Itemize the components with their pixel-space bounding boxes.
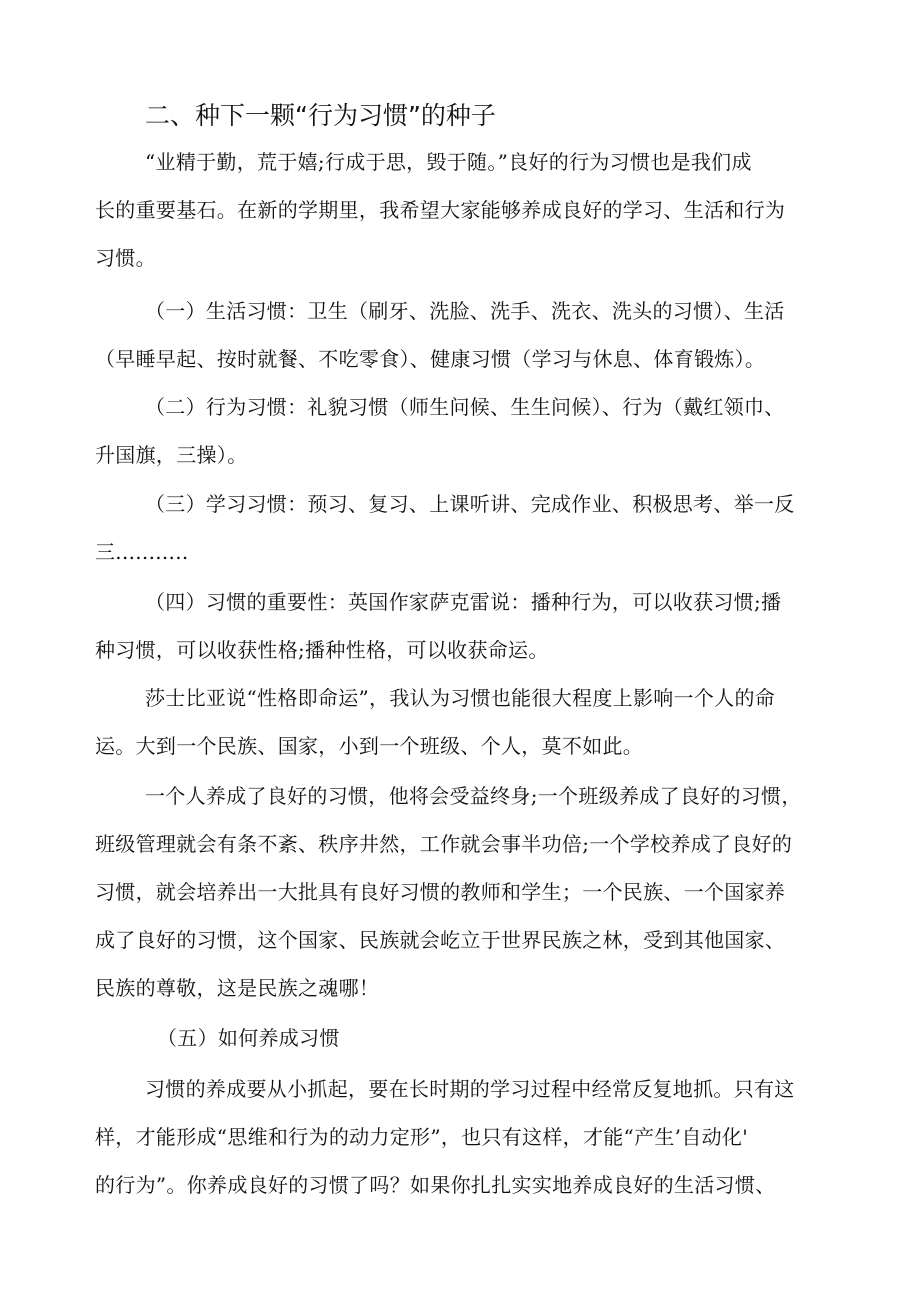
- paragraph-line: 种习惯，可以收获性格;播种性格，可以收获命运。: [95, 638, 549, 662]
- paragraph-line: 三...........: [95, 540, 189, 564]
- paragraph-line: （二）行为习惯：礼貌习惯（师生问候、生生问候）、行为（戴红领巾、: [145, 395, 785, 419]
- paragraph-line: “业精于勤，荒于嬉;行成于思，毁于随。”良好的行为习惯也是我们成: [145, 150, 752, 174]
- paragraph-line: 习惯，就会培养出一大批具有良好习惯的教师和学生；一个民族、一个国家养: [95, 880, 786, 904]
- section-heading: 二、种下一颗“行为习惯”的种子: [145, 101, 496, 130]
- paragraph-line: 习惯。: [95, 246, 156, 270]
- paragraph-line: 的行为”。你养成良好的习惯了吗？如果你扎扎实实地养成良好的生活习惯、: [95, 1173, 776, 1197]
- paragraph-4: [95, 480, 835, 576]
- paragraph-3: [95, 383, 835, 479]
- paragraph-line: 成了良好的习惯，这个国家、民族就会屹立于世界民族之林，受到其他国家、: [95, 928, 786, 952]
- paragraph-line: （四）习惯的重要性：英国作家萨克雷说：播种行为，可以收获习惯;播: [145, 590, 782, 614]
- paragraph-line: 班级管理就会有条不紊、秩序井然，工作就会事半功倍;一个学校养成了良好的: [95, 832, 793, 856]
- paragraph-5: [95, 578, 835, 674]
- paragraph-line: 升国旗，三操）。: [95, 443, 248, 467]
- paragraph-line: （一）生活习惯：卫生（刷牙、洗脸、洗手、洗衣、洗头的习惯）、生活: [145, 299, 785, 323]
- paragraph-line: （早睡早起、按时就餐、不吃零食）、健康习惯（学习与休息、体育锻炼）。: [95, 347, 766, 371]
- paragraph-line: 习惯的养成要从小抓起，要在长时期的学习过程中经常反复地抓。只有这: [145, 1077, 795, 1101]
- paragraph-line: 莎士比亚说“性格即命运”，我认为习惯也能很大程度上影响一个人的命: [145, 686, 776, 710]
- subsection-heading: （五）如何养成习惯: [157, 1026, 340, 1050]
- paragraph-line: 民族的尊敬，这是民族之魂哪！: [95, 976, 380, 1000]
- paragraph-line: 一个人养成了良好的习惯，他将会受益终身;一个班级养成了良好的习惯，: [145, 784, 802, 808]
- paragraph-2: [95, 287, 835, 383]
- paragraph-7: [95, 772, 835, 1012]
- paragraph-line: 运。大到一个民族、国家，小到一个班级、个人，莫不如此。: [95, 734, 644, 758]
- paragraph-line: 长的重要基石。在新的学期里，我希望大家能够养成良好的学习、生活和行为: [95, 198, 786, 222]
- paragraph-6: [95, 674, 835, 770]
- paragraph-line: 样，才能形成“思维和行为的动力定形”，也只有这样，才能“产生’自动化': [95, 1125, 749, 1149]
- paragraph-line: （三）学习习惯：预习、复习、上课听讲、完成作业、积极思考、举一反: [145, 492, 795, 516]
- paragraph-9: [95, 1065, 835, 1209]
- paragraph-1: [95, 138, 835, 282]
- paragraph-8: [95, 1014, 835, 1062]
